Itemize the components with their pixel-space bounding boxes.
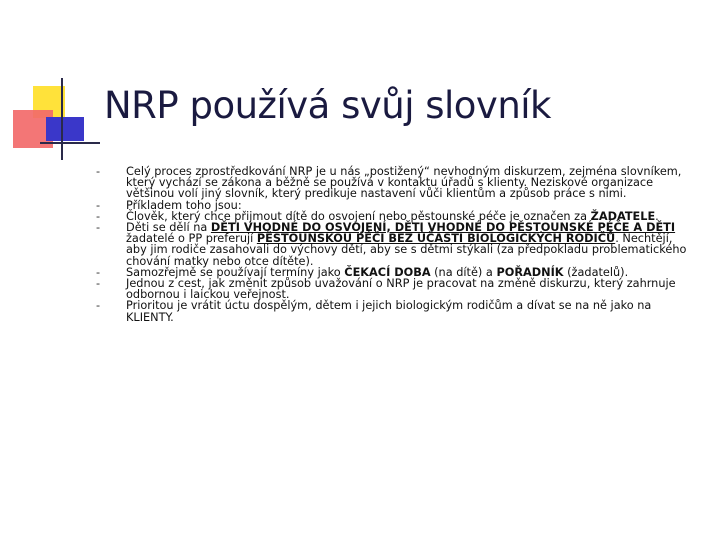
bullet-segment: Celý proces zprostředkování NRP je u nás „postižený“ nevhodným diskurzem, zejména slovníkem, který vychází se zákona a běžně se používá v kontaktu úřadů s klienty. Neziskové organizace většinou volí jiný slovník, který predikuje nastavení vůči klientům a způsob práce s nimi. bbox=[126, 165, 682, 201]
bullet-emphasis: ČEKACÍ DOBA bbox=[344, 265, 431, 279]
slide-logo bbox=[0, 0, 100, 170]
bullet-marker: - bbox=[96, 299, 101, 313]
bullet-marker: - bbox=[96, 221, 101, 235]
bullet-segment: . bbox=[655, 209, 659, 223]
bullet-marker: - bbox=[96, 165, 101, 178]
bullet-text bbox=[126, 222, 696, 267]
bullet-emphasis: PĚSTOUNSKOU PÉČI BEZ ÚČASTI BIOLOGICKÝCH RODIČŮ bbox=[256, 232, 616, 246]
bullet-emphasis: POŘADNÍK bbox=[496, 265, 564, 279]
bullet-segment: . Nechtějí, aby jim rodiče zasahovali do výchovy dětí, aby se s dětmi stýkali (za předpokladu problematického chování matky nebo otce dítěte). bbox=[126, 232, 687, 268]
bullet-text bbox=[126, 166, 696, 200]
logo-vertical-line bbox=[61, 78, 63, 160]
bullet-marker: - bbox=[96, 265, 101, 279]
bullet-segment: Jednou z cest, jak změnit způsob uvažování o NRP je pracovat na změně diskurzu, který zahrnuje odbornou i laickou veřejnost. bbox=[126, 277, 676, 302]
bullet-segment: Prioritou je vrátit úctu dospělým, dětem i jejich biologickým rodičům a dívat se na ně jako na KLIENTY. bbox=[126, 299, 652, 324]
bullet-text bbox=[126, 300, 696, 322]
bullet-emphasis: DĚTI VHODNÉ DO OSVOJENÍ, DĚTI VHODNÉ DO PĚSTOUNSKÉ PÉČE A DĚTI bbox=[210, 221, 676, 235]
logo-horizontal-line bbox=[40, 142, 100, 144]
bullet-item bbox=[96, 166, 696, 200]
logo-blue-square bbox=[46, 117, 84, 141]
bullet-text bbox=[126, 278, 696, 300]
bullet-segment: (žadatelů). bbox=[563, 265, 629, 279]
slide-title: NRP používá svůj slovník bbox=[104, 84, 551, 127]
bullet-list bbox=[96, 166, 696, 323]
bullet-marker: - bbox=[96, 198, 101, 212]
bullet-segment: žadatelé o PP preferují bbox=[126, 232, 257, 246]
bullet-marker: - bbox=[96, 209, 101, 223]
bullet-segment: Děti se dělí na bbox=[126, 221, 211, 235]
bullet-emphasis: ŽADATELE bbox=[590, 209, 656, 223]
bullet-segment: Samozřejmě se používají termíny jako bbox=[126, 265, 345, 279]
bullet-segment: Člověk, který chce přijmout dítě do osvojení nebo pěstounské péče je označen za bbox=[126, 209, 591, 223]
bullet-item bbox=[96, 278, 696, 300]
bullet-segment: (na dítě) a bbox=[430, 265, 497, 279]
bullet-segment: Příkladem toho jsou: bbox=[126, 198, 242, 212]
bullet-item bbox=[96, 222, 696, 267]
bullet-item bbox=[96, 300, 696, 322]
bullet-marker: - bbox=[96, 277, 101, 291]
